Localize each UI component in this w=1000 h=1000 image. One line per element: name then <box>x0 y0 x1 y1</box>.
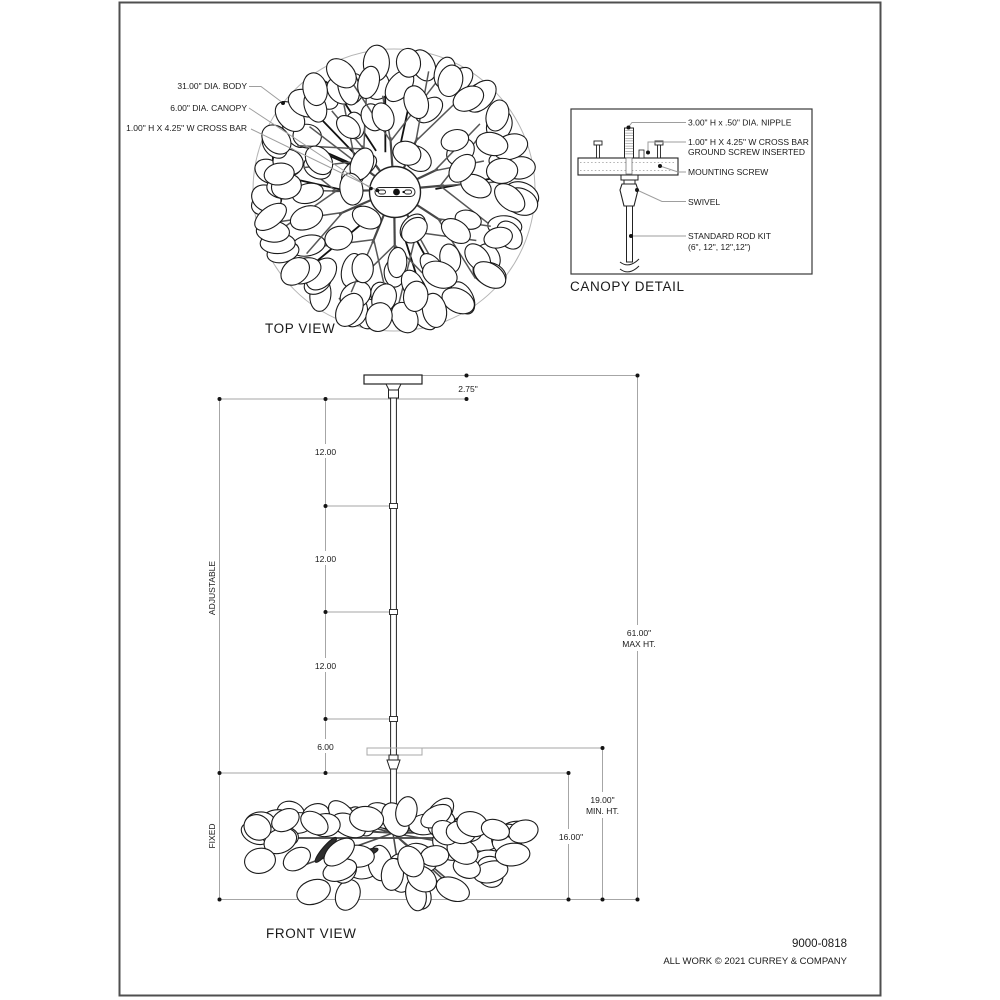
callout-crossbar-line2: GROUND SCREW INSERTED <box>688 147 805 157</box>
top-view-title: TOP VIEW <box>265 321 336 336</box>
dim-body-height: 16.00" <box>558 832 584 842</box>
dim-rod-segment-2: 12.00 <box>314 554 337 564</box>
locknut <box>621 175 638 180</box>
dim-rod-segment-1: 12.00 <box>314 447 337 457</box>
callout-rod-kit-line1: STANDARD ROD KIT <box>688 231 771 241</box>
canopy-detail-title: CANOPY DETAIL <box>570 279 685 294</box>
dim-fixed-label: FIXED <box>207 823 217 849</box>
callout-nipple: 3.00" H x .50" DIA. NIPPLE <box>688 117 792 128</box>
callout-cross-bar: 1.00" H X 4.25" W CROSS BAR <box>126 123 247 133</box>
center-nipple-dot <box>393 189 400 196</box>
rod-coupler-3 <box>390 717 398 722</box>
rod-kit-rod <box>627 206 633 262</box>
canopy-collar <box>389 390 399 398</box>
ground-screw <box>639 150 644 158</box>
dim-max-height: 61.00" <box>626 628 652 638</box>
small-screw-dot <box>402 191 404 193</box>
rod-coupler-1 <box>390 504 398 509</box>
part-number: 9000-0818 <box>792 938 847 950</box>
cross-bar-screw-right <box>405 190 412 194</box>
dim-min-height-label: MIN. HT. <box>585 806 620 816</box>
leaf <box>352 253 374 283</box>
cross-bar-screw-left <box>379 190 386 194</box>
callout-body-diameter: 31.00" DIA. BODY <box>177 81 247 91</box>
canopy-plate <box>364 375 422 384</box>
callout-swivel: SWIVEL <box>688 197 721 207</box>
dim-rod-segment-3: 12.00 <box>314 661 337 671</box>
dim-canopy-drop: 2.75" <box>458 384 478 394</box>
rod-coupler-2 <box>390 610 398 615</box>
callout-canopy-diameter: 6.00" DIA. CANOPY <box>170 103 247 113</box>
callout-mounting-screw: MOUNTING SCREW <box>688 167 769 177</box>
callout-rod-kit-line2: (6", 12", 12",12") <box>688 242 751 252</box>
dim-adjustable-label: ADJUSTABLE <box>207 560 217 616</box>
dim-max-height-label: MAX HT. <box>622 639 656 649</box>
copyright-line: ALL WORK © 2021 CURREY & COMPANY <box>663 956 847 967</box>
dim-rod-segment-4: 6.00 <box>317 742 334 752</box>
callout-crossbar-line1: 1.00" H X 4.25" W CROSS BAR <box>688 137 809 147</box>
mounting-screw-left <box>594 141 602 145</box>
swivel <box>620 184 638 206</box>
lower-nut <box>389 755 398 760</box>
nipple <box>625 128 634 158</box>
front-view-title: FRONT VIEW <box>266 926 357 941</box>
canopy-swivel <box>386 384 401 390</box>
dim-min-height: 19.00" <box>590 795 615 805</box>
